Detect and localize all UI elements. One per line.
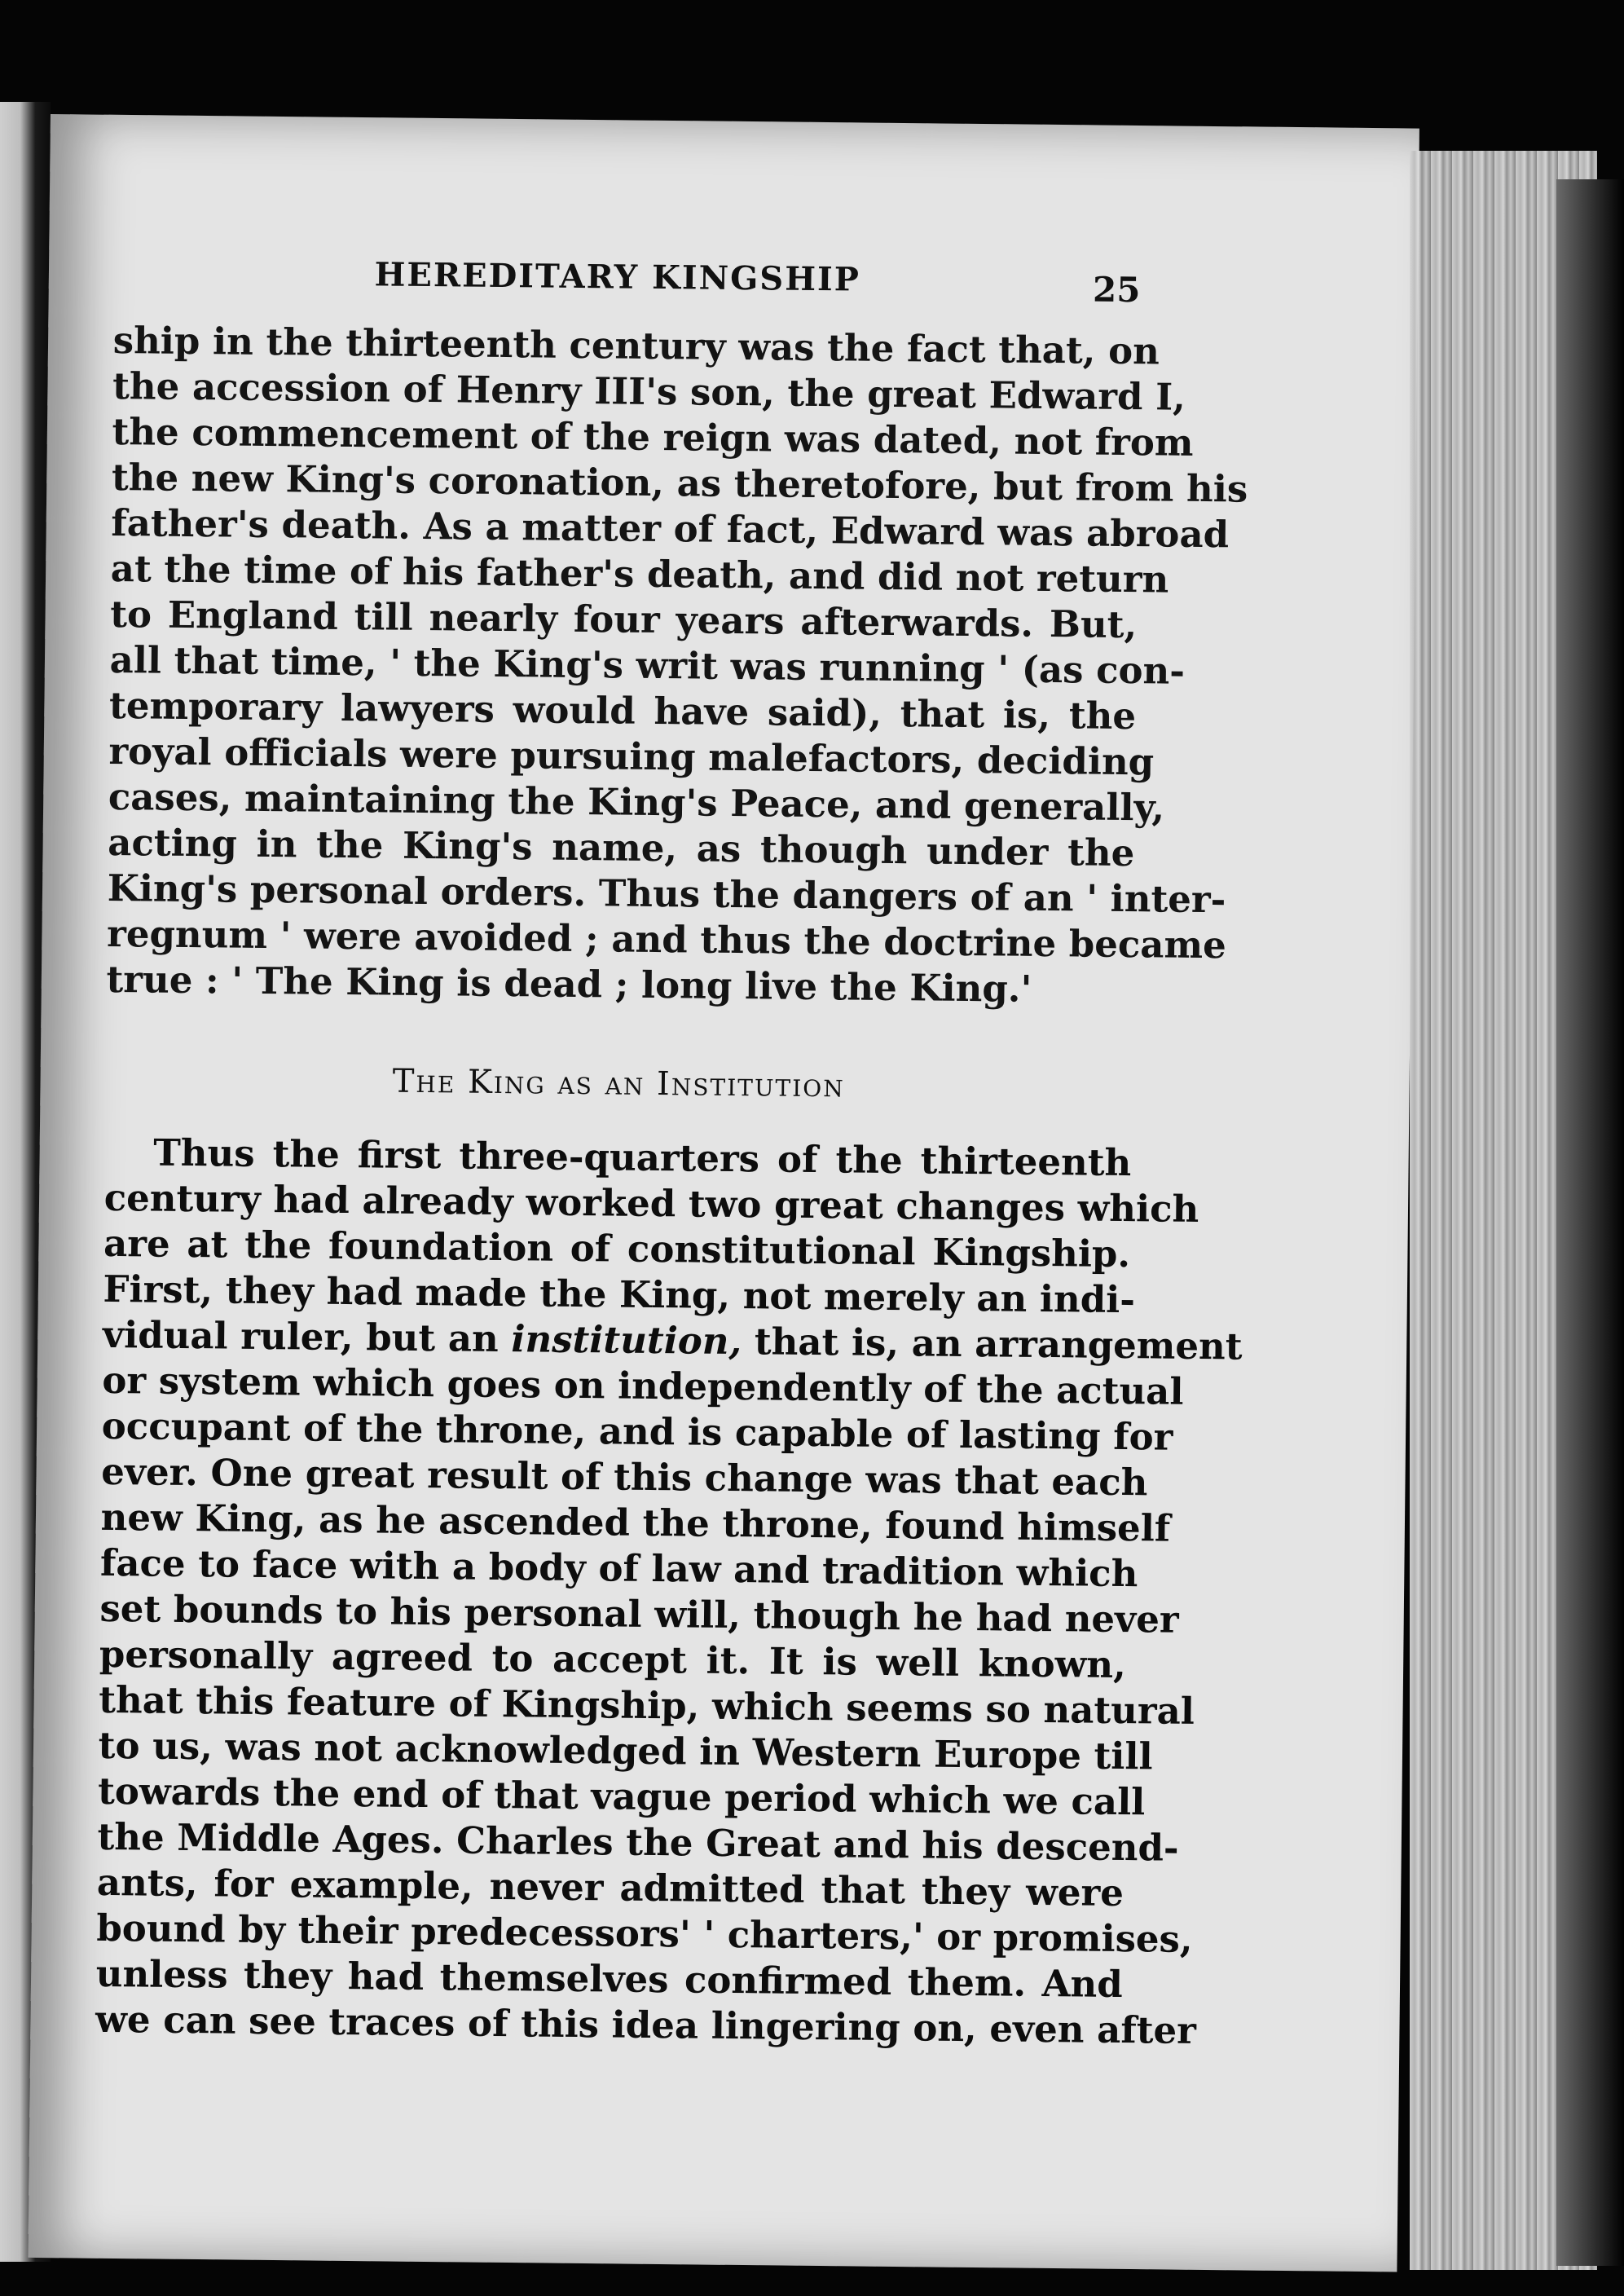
text-line: the commencement of the reign was dated, not from xyxy=(112,409,1194,465)
text-line: to us, was not acknowledged in Western Europe till xyxy=(98,1723,1153,1778)
text-line: occupant of the throne, and is capable of lasting for xyxy=(101,1404,1173,1459)
text-line: set bounds to his personal will, though he had never xyxy=(99,1586,1179,1642)
text-line: to England till nearly four years afterwards. But, xyxy=(109,592,1138,647)
paragraph-1 xyxy=(106,318,1248,1013)
text-line: personally agreed to accept it. It is well known, xyxy=(99,1632,1127,1687)
text-line: we can see traces of this idea lingering on, even after xyxy=(95,1997,1197,2053)
text-line: acting in the King's name, as though under the xyxy=(108,820,1135,875)
text-line: unless they had themselves confirmed them. And xyxy=(95,1951,1123,2007)
text-line: King's personal orders. Thus the dangers of an ' inter- xyxy=(107,866,1226,922)
text-line: ever. One great result of this change was that each xyxy=(100,1449,1148,1505)
text-line: father's death. As a matter of fact, Edward was abroad xyxy=(111,500,1230,557)
text-line: all that time, ' the King's writ was running ' (as con- xyxy=(109,637,1186,693)
text-line: ants, for example, never admitted that they were xyxy=(96,1860,1124,1915)
page-number: 25 xyxy=(1092,269,1141,311)
text-line: new King, as he ascended the throne, found himself xyxy=(100,1495,1171,1550)
text-line: temporary lawyers would have said), that is, the xyxy=(108,683,1137,738)
paragraph-2 xyxy=(95,1130,1243,2053)
text-line: the accession of Henry III's son, the great Edward I, xyxy=(112,364,1186,419)
italic-term: institution, xyxy=(511,1317,742,1364)
book-edge-shadow xyxy=(1556,179,1624,2266)
running-title: HEREDITARY KINGSHIP xyxy=(374,255,861,299)
page-text xyxy=(95,245,1248,2053)
text-line: face to face with a body of law and tradition which xyxy=(99,1540,1138,1596)
text-line: Thus the first three-quarters of the thirteenth xyxy=(153,1130,1132,1185)
text-line: the new King's coronation, as theretofore, but from his xyxy=(111,455,1248,511)
text-line: century had already worked two great changes which xyxy=(103,1175,1199,1232)
text-line: bound by their predecessors' ' charters,' or promises, xyxy=(96,1906,1193,1961)
text-span: that is, an arrangement xyxy=(741,1320,1243,1368)
text-line: are at the foundation of constitutional Kingship. xyxy=(103,1221,1131,1276)
text-line: towards the end of that vague period which we call xyxy=(97,1769,1146,1824)
text-line: or system which goes on independently of the actual xyxy=(102,1358,1184,1413)
text-line: that this feature of Kingship, which seems so natural xyxy=(99,1677,1195,1733)
section-heading: The King as an Institution xyxy=(392,1062,845,1105)
text-line: regnum ' were avoided ; and thus the doctrine became xyxy=(106,911,1227,967)
text-span: vidual ruler, but an xyxy=(102,1312,500,1361)
running-head xyxy=(113,245,1141,320)
text-line: the Middle Ages. Charles the Great and his descend- xyxy=(97,1814,1179,1870)
text-line: at the time of his father's death, and did not return xyxy=(110,546,1169,602)
text-line: First, they had made the King, not merely an indi- xyxy=(103,1267,1136,1322)
text-line: royal officials were pursuing malefactors, deciding xyxy=(108,729,1155,784)
text-line: true : ' The King is dead ; long live the King.' xyxy=(106,957,1032,1011)
text-line: ship in the thirteenth century was the fact that, on xyxy=(112,318,1160,373)
text-line: cases, maintaining the King's Peace, and generally, xyxy=(108,774,1165,830)
